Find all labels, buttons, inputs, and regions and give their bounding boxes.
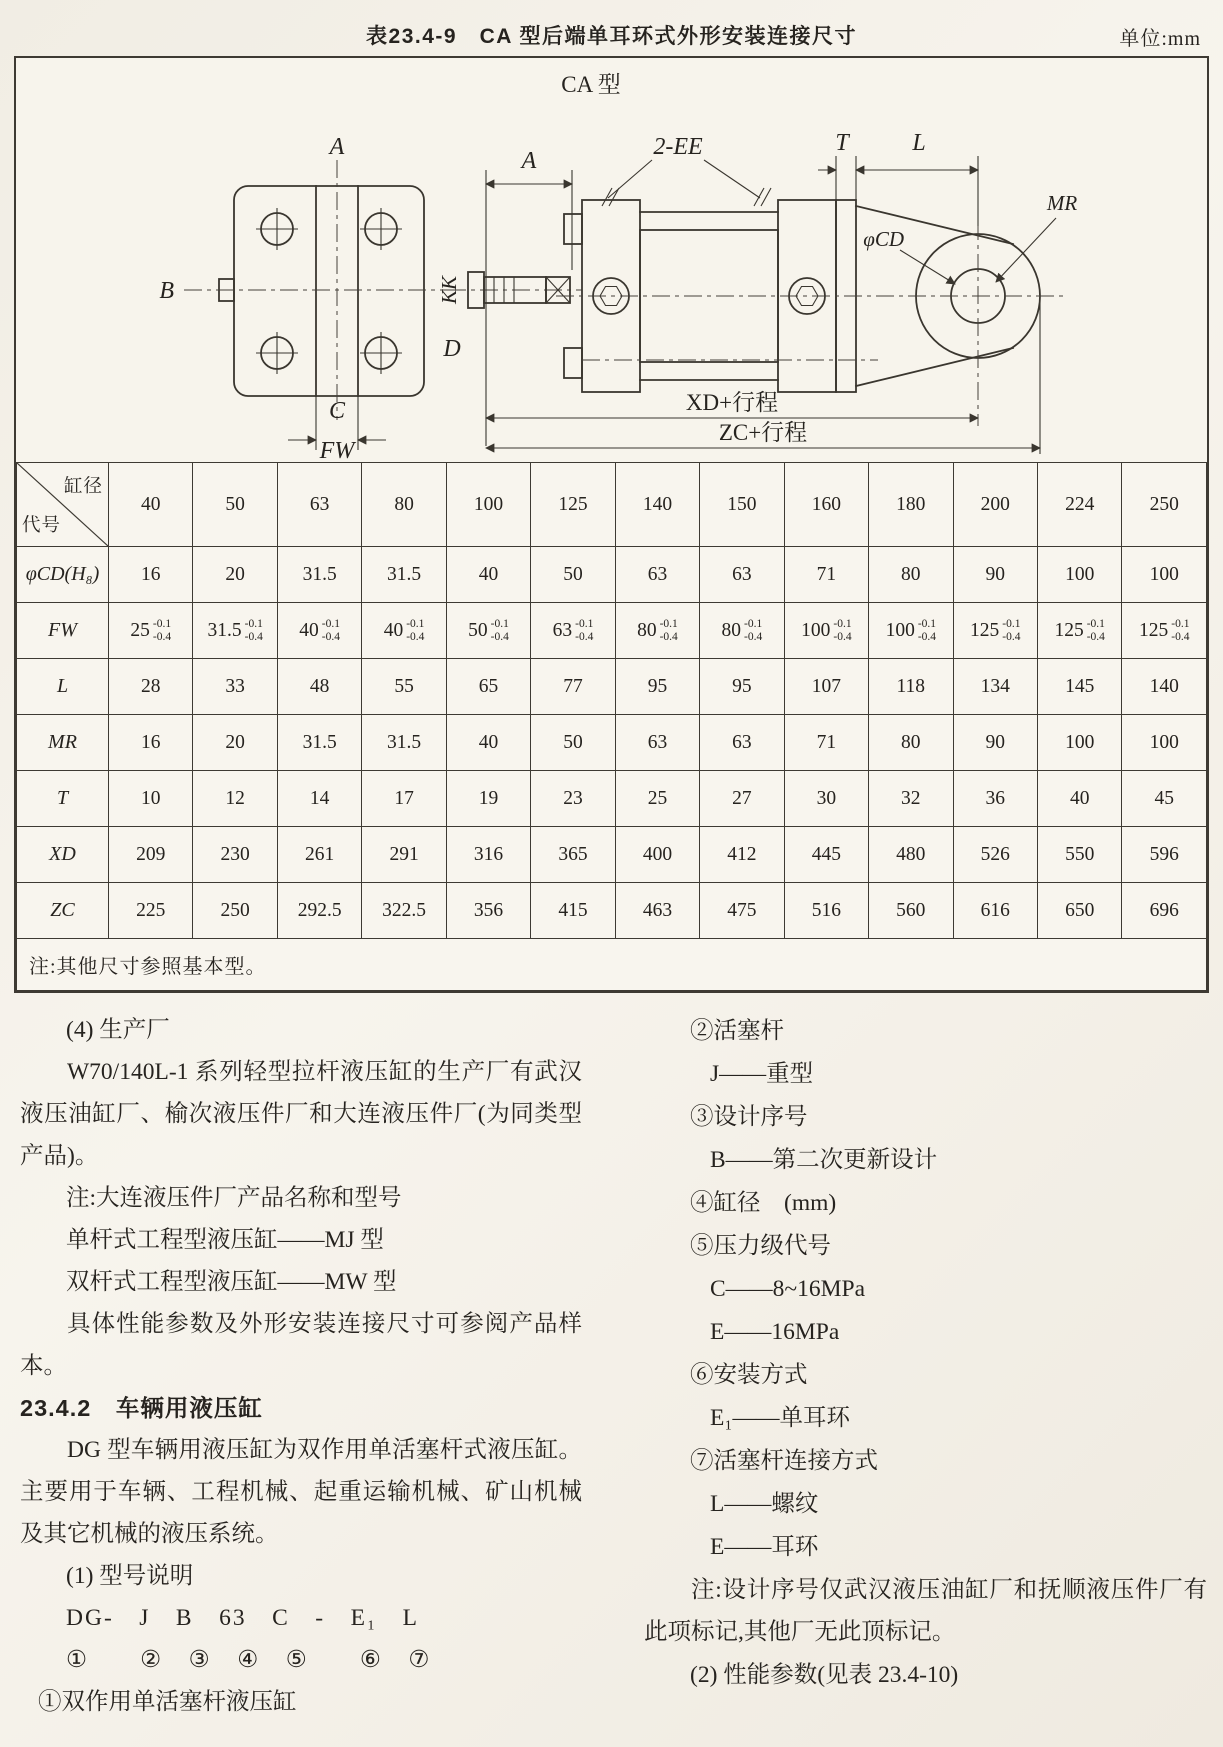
dimension-cell: 100 bbox=[1122, 547, 1207, 603]
tolerance-stack: -0.1 -0.4 bbox=[1171, 617, 1190, 643]
dimension-cell: 50 bbox=[531, 547, 615, 603]
dimension-cell: 40 -0.1 -0.4 bbox=[277, 603, 361, 659]
piston-rod bbox=[437, 148, 582, 446]
tolerance-stack: -0.1 -0.4 bbox=[490, 617, 509, 643]
tolerance-stack: -0.1 -0.4 bbox=[152, 617, 172, 643]
dimension-row bbox=[17, 659, 1207, 715]
dimension-cell: 134 bbox=[953, 659, 1037, 715]
dimension-cell: 616 bbox=[953, 883, 1037, 939]
text-line: 双杆式工程型液压缸——MW 型 bbox=[66, 1269, 397, 1295]
tolerance-stack: -0.1 -0.4 bbox=[659, 617, 678, 643]
dimension-row bbox=[17, 603, 1207, 659]
dimension-cell: 10 bbox=[109, 771, 193, 827]
tolerance-stack: -0.1 -0.4 bbox=[406, 617, 425, 643]
dimension-cell: 100 bbox=[1122, 715, 1207, 771]
dimension-row bbox=[17, 883, 1207, 939]
dim-label-plate-a: A bbox=[329, 134, 345, 160]
dimension-cell: 36 bbox=[953, 771, 1037, 827]
dimension-cell: 80 bbox=[869, 547, 953, 603]
model-designation-line: DG- J B 63 C - E₁ L bbox=[66, 1605, 419, 1631]
dimension-cell: 80 bbox=[869, 715, 953, 771]
dimension-cell: 125 -0.1 -0.4 bbox=[953, 603, 1037, 659]
dim-label-ee: 2-EE bbox=[653, 134, 703, 160]
dimension-cell: 31.5 -0.1 -0.4 bbox=[193, 603, 277, 659]
dimension-cell: 209 bbox=[109, 827, 193, 883]
body-text bbox=[14, 1009, 1209, 1723]
dimension-cell: 90 bbox=[953, 715, 1037, 771]
dimension-cell: 107 bbox=[784, 659, 868, 715]
dimension-cell: 356 bbox=[446, 883, 530, 939]
dimension-cell: 32 bbox=[869, 771, 953, 827]
dim-label-xd: XD+行程 bbox=[685, 390, 779, 415]
dimension-cell: 17 bbox=[362, 771, 446, 827]
dimension-cell: 118 bbox=[869, 659, 953, 715]
text-line: J——重型 bbox=[710, 1061, 814, 1087]
dimension-cell: 80 -0.1 -0.4 bbox=[700, 603, 784, 659]
dimension-cell: 65 bbox=[446, 659, 530, 715]
dimension-cell: 145 bbox=[1037, 659, 1121, 715]
dim-label-t: T bbox=[835, 130, 849, 156]
dimension-cell: 48 bbox=[277, 659, 361, 715]
dimension-row bbox=[17, 547, 1207, 603]
table-note: 注:其他尺寸参照基本型。 bbox=[17, 939, 1207, 991]
dimension-cell: 31.5 bbox=[362, 715, 446, 771]
dimension-row bbox=[17, 771, 1207, 827]
dimension-row bbox=[17, 827, 1207, 883]
dimension-cell: 291 bbox=[362, 827, 446, 883]
technical-drawing bbox=[16, 58, 1207, 462]
dimension-cell: 125 -0.1 -0.4 bbox=[1037, 603, 1121, 659]
dimension-cell: 16 bbox=[109, 715, 193, 771]
bore-header-cell: 40 bbox=[109, 463, 193, 547]
section-heading: 23.4.2 车辆用液压缸 bbox=[20, 1395, 263, 1421]
dimension-cell: 20 bbox=[193, 547, 277, 603]
text-line: C——8~16MPa bbox=[710, 1276, 866, 1302]
text-line: 单杆式工程型液压缸——MJ 型 bbox=[66, 1227, 384, 1253]
tolerance-stack: -0.1 -0.4 bbox=[1086, 617, 1105, 643]
dimension-cell: 33 bbox=[193, 659, 277, 715]
dim-label-plate-b: B bbox=[159, 278, 174, 304]
dimension-cell: 463 bbox=[615, 883, 699, 939]
text-paragraph: 具体性能参数及外形安装连接尺寸可参阅产品样本。 bbox=[20, 1311, 582, 1379]
note-row bbox=[17, 939, 1207, 991]
dimension-row-label: L bbox=[17, 659, 109, 715]
tolerance-stack: -0.1 -0.4 bbox=[244, 617, 263, 643]
text-paragraph: DG 型车辆用液压缸为双作用单活塞杆式液压缸。主要用于车辆、工程机械、起重运输机械、矿山机械及其它机械的液压系统。 bbox=[20, 1437, 582, 1547]
dim-label-l: L bbox=[912, 130, 926, 156]
tolerance-stack: -0.1 -0.4 bbox=[744, 617, 763, 643]
dimension-cell: 19 bbox=[446, 771, 530, 827]
bore-header-cell: 80 bbox=[362, 463, 446, 547]
dimension-cell: 480 bbox=[869, 827, 953, 883]
text-line: ⑦活塞杆连接方式 bbox=[690, 1448, 878, 1474]
dimension-cell: 40 bbox=[446, 547, 530, 603]
dimension-cell: 23 bbox=[531, 771, 615, 827]
dimension-cell: 25 bbox=[615, 771, 699, 827]
text-line: L——螺纹 bbox=[710, 1491, 819, 1517]
page-title: 表23.4-9 CA 型后端单耳环式外形安装连接尺寸 bbox=[366, 25, 857, 48]
dimension-cell: 31.5 bbox=[277, 715, 361, 771]
text-line: E——耳环 bbox=[710, 1534, 819, 1560]
cylinder-side-view bbox=[486, 130, 1077, 454]
model-designation-numbers: ① ② ③ ④ ⑤ ⑥ ⑦ bbox=[66, 1647, 432, 1673]
dimension-cell: 16 bbox=[109, 547, 193, 603]
dimension-cell: 415 bbox=[531, 883, 615, 939]
text-line: ④缸径 (mm) bbox=[690, 1190, 837, 1216]
text-line: ②活塞杆 bbox=[690, 1018, 784, 1044]
text-line: B——第二次更新设计 bbox=[710, 1147, 938, 1173]
dimension-cell: 100 -0.1 -0.4 bbox=[869, 603, 953, 659]
dimension-cell: 292.5 bbox=[277, 883, 361, 939]
dimension-cell: 40 bbox=[1037, 771, 1121, 827]
dimension-cell: 28 bbox=[109, 659, 193, 715]
table-corner-cell bbox=[17, 463, 109, 547]
dimension-cell: 25 -0.1 -0.4 bbox=[109, 603, 193, 659]
dimension-cell: 50 bbox=[531, 715, 615, 771]
dimension-cell: 560 bbox=[869, 883, 953, 939]
unit-label: 单位:mm bbox=[1119, 28, 1201, 50]
dimension-table-body bbox=[17, 547, 1207, 939]
dimension-cell: 445 bbox=[784, 827, 868, 883]
dimension-cell: 100 bbox=[1037, 547, 1121, 603]
dimension-cell: 250 bbox=[193, 883, 277, 939]
dim-label-rod-a: A bbox=[521, 148, 537, 174]
dim-label-mr: MR bbox=[1046, 191, 1078, 215]
dim-label-zc: ZC+行程 bbox=[718, 420, 808, 445]
left-column bbox=[16, 1009, 582, 1723]
dimension-cell: 77 bbox=[531, 659, 615, 715]
dimension-cell: 63 bbox=[615, 715, 699, 771]
figure-variant-label: CA 型 bbox=[561, 72, 621, 97]
text-line: (4) 生产厂 bbox=[66, 1017, 170, 1043]
dim-label-kk: KK bbox=[437, 275, 461, 305]
bore-header-cell: 250 bbox=[1122, 463, 1207, 547]
dimension-cell: 550 bbox=[1037, 827, 1121, 883]
dimension-row-label: ZC bbox=[17, 883, 109, 939]
bore-header-cell: 100 bbox=[446, 463, 530, 547]
dimension-cell: 71 bbox=[784, 715, 868, 771]
dimension-cell: 63 bbox=[700, 547, 784, 603]
dimension-cell: 27 bbox=[700, 771, 784, 827]
dimension-cell: 316 bbox=[446, 827, 530, 883]
dimension-cell: 63 -0.1 -0.4 bbox=[531, 603, 615, 659]
right-column bbox=[582, 1009, 1207, 1723]
bore-header-cell: 63 bbox=[277, 463, 361, 547]
dim-label-cd: φCD bbox=[863, 227, 904, 251]
tolerance-stack: -0.1 -0.4 bbox=[575, 617, 594, 643]
dimension-cell: 40 -0.1 -0.4 bbox=[362, 603, 446, 659]
text-paragraph: 注:设计序号仅武汉液压油缸厂和抚顺液压件厂有此项标记,其他厂无此顶标记。 bbox=[644, 1577, 1207, 1645]
dimension-cell: 225 bbox=[109, 883, 193, 939]
page-header bbox=[14, 14, 1209, 56]
dimension-row bbox=[17, 715, 1207, 771]
text-line: (2) 性能参数(见表 23.4-10) bbox=[690, 1662, 959, 1688]
bore-header-cell: 200 bbox=[953, 463, 1037, 547]
bore-header-cell: 140 bbox=[615, 463, 699, 547]
dimension-cell: 125 -0.1 -0.4 bbox=[1122, 603, 1207, 659]
dimension-cell: 55 bbox=[362, 659, 446, 715]
bore-header-cell: 125 bbox=[531, 463, 615, 547]
dimension-cell: 100 bbox=[1037, 715, 1121, 771]
dimension-cell: 31.5 bbox=[277, 547, 361, 603]
dimension-cell: 40 bbox=[446, 715, 530, 771]
dimension-cell: 696 bbox=[1122, 883, 1207, 939]
front-view bbox=[159, 134, 460, 462]
dimension-row-label: T bbox=[17, 771, 109, 827]
dimension-cell: 80 -0.1 -0.4 bbox=[615, 603, 699, 659]
bore-header-cell: 180 bbox=[869, 463, 953, 547]
table-frame bbox=[14, 56, 1209, 993]
text-line: ①双作用单活塞杆液压缸 bbox=[38, 1689, 297, 1715]
dimension-cell: 261 bbox=[277, 827, 361, 883]
dimension-cell: 412 bbox=[700, 827, 784, 883]
text-line: ⑤压力级代号 bbox=[690, 1233, 831, 1259]
dimension-cell: 90 bbox=[953, 547, 1037, 603]
dimension-cell: 230 bbox=[193, 827, 277, 883]
dimension-cell: 63 bbox=[615, 547, 699, 603]
dimension-cell: 400 bbox=[615, 827, 699, 883]
dimension-cell: 95 bbox=[700, 659, 784, 715]
dimension-cell: 322.5 bbox=[362, 883, 446, 939]
dimension-cell: 475 bbox=[700, 883, 784, 939]
dimension-cell: 31.5 bbox=[362, 547, 446, 603]
text-line: ⑥安装方式 bbox=[690, 1362, 808, 1388]
tolerance-stack: -0.1 -0.4 bbox=[917, 617, 937, 643]
text-line: E——16MPa bbox=[710, 1319, 840, 1345]
dimension-cell: 596 bbox=[1122, 827, 1207, 883]
text-paragraph: W70/140L-1 系列轻型拉杆液压缸的生产厂有武汉液压油缸厂、榆次液压件厂和大连液压件厂(为同类型产品)。 bbox=[20, 1059, 582, 1169]
text-line: 注:大连液压件厂产品名称和型号 bbox=[66, 1185, 402, 1211]
dimension-cell: 526 bbox=[953, 827, 1037, 883]
dimension-cell: 20 bbox=[193, 715, 277, 771]
dimension-cell: 30 bbox=[784, 771, 868, 827]
dimension-cell: 12 bbox=[193, 771, 277, 827]
dimension-row-label: MR bbox=[17, 715, 109, 771]
text-line: ③设计序号 bbox=[690, 1104, 808, 1130]
tolerance-stack: -0.1 -0.4 bbox=[321, 617, 340, 643]
dimension-cell: 365 bbox=[531, 827, 615, 883]
dimension-row-label: FW bbox=[17, 603, 109, 659]
dimension-cell: 14 bbox=[277, 771, 361, 827]
dimension-cell: 63 bbox=[700, 715, 784, 771]
text-line: E₁——单耳环 bbox=[710, 1405, 851, 1431]
dimension-cell: 95 bbox=[615, 659, 699, 715]
dimension-cell: 140 bbox=[1122, 659, 1207, 715]
dimension-cell: 50 -0.1 -0.4 bbox=[446, 603, 530, 659]
dimension-cell: 71 bbox=[784, 547, 868, 603]
corner-label-bore: 缸径 bbox=[63, 477, 103, 497]
dim-label-plate-d: D bbox=[443, 336, 461, 362]
dim-label-plate-c: C bbox=[328, 398, 346, 424]
dimension-cell: 650 bbox=[1037, 883, 1121, 939]
dimension-cell: 45 bbox=[1122, 771, 1207, 827]
dim-label-fw: FW bbox=[319, 438, 355, 462]
bore-header-cell: 224 bbox=[1037, 463, 1121, 547]
dimension-row-label: φCD(H₈) bbox=[17, 547, 109, 603]
bore-header-cell: 160 bbox=[784, 463, 868, 547]
corner-label-code: 代号 bbox=[22, 516, 62, 536]
bore-header-row bbox=[17, 463, 1207, 547]
bore-header-cell: 50 bbox=[193, 463, 277, 547]
bore-header-cell: 150 bbox=[700, 463, 784, 547]
tolerance-stack: -0.1 -0.4 bbox=[833, 617, 852, 643]
dimension-table bbox=[16, 462, 1207, 991]
dimension-cell: 100 -0.1 -0.4 bbox=[784, 603, 868, 659]
dimension-row-label: XD bbox=[17, 827, 109, 883]
tolerance-stack: -0.1 -0.4 bbox=[1002, 617, 1021, 643]
dimension-cell: 516 bbox=[784, 883, 868, 939]
text-line: (1) 型号说明 bbox=[66, 1563, 194, 1589]
